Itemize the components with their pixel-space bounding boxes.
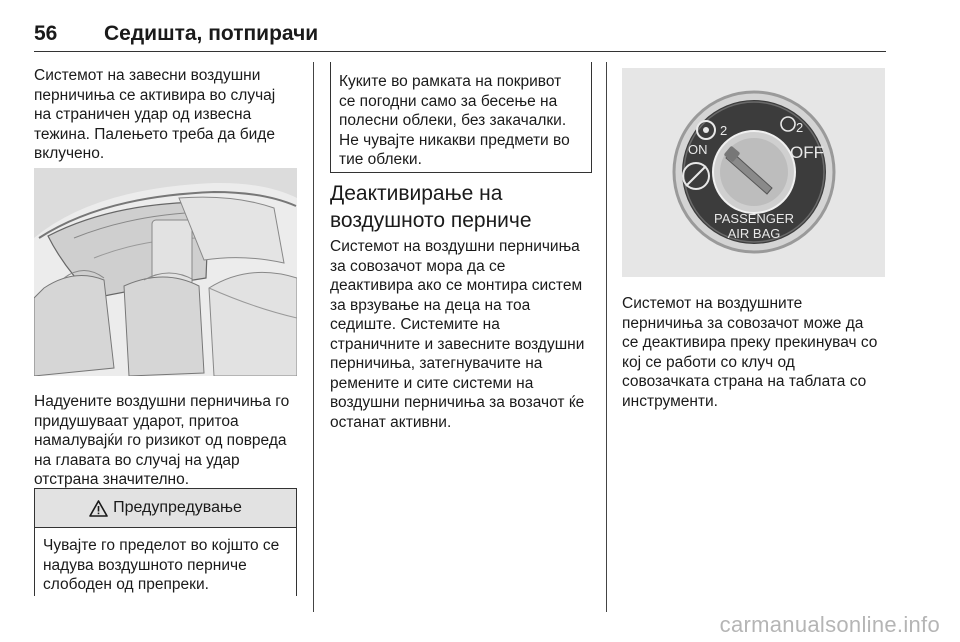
column-divider-1 — [313, 62, 314, 612]
switch-description-text: Системот на воздушните перничиња за совозачот може да се деактивира преку прекинувач со кој се работи со клуч од совозачката страна на таблата со инструменти. — [622, 295, 878, 410]
page-number: 56 — [34, 22, 58, 45]
curtain-airbag-illustration — [34, 168, 297, 376]
page-title: Седишта, потпирачи — [104, 22, 319, 45]
switch-number-left: 2 — [720, 123, 728, 138]
warning-text: Чувајте го пределот во којшто се надува воздушното перниче слободен од препреки. — [43, 537, 280, 593]
switch-off-label: OFF — [790, 143, 824, 162]
switch-on-label: ON — [688, 142, 708, 157]
airbag-switch-illustration — [622, 68, 885, 277]
switch-number-right: 2 — [796, 120, 804, 135]
deactivation-text: Системот на воздушни перничиња за совозачот мора да се деактивира ако се монтира систем за врзување на деца на тоа седиште. Системите на страничните и завесните воздушни перничиња, затегнувачите на ремените и сите системи на воздушни перничиња за возачот ќе останат активни. — [330, 238, 585, 431]
column-divider-2 — [606, 62, 607, 612]
warning-title: Предупредување — [113, 499, 242, 516]
header-rule — [34, 51, 886, 52]
airbag-effect-text: Надуените воздушни перничиња го придушуваат ударот, притоа намалувајќи го ризикот од повреда на главата во случај на удар отстрана значително. — [34, 393, 290, 488]
section-heading: Деактивирање на воздушното перниче — [330, 182, 532, 232]
switch-name-line1: PASSENGER — [714, 211, 794, 226]
page-header — [34, 22, 886, 50]
warning-icon — [89, 500, 108, 517]
warning-box — [34, 488, 297, 596]
watermark: carmanualsonline.info — [719, 612, 940, 637]
note-box: Куките во рамката на покривот се погодни само за бесење на полесни облеки, без закачалки. Не чувајте никакви предмети во тие облеки. — [330, 62, 592, 173]
switch-name-line2: AIR BAG — [727, 226, 781, 241]
warning-header — [35, 489, 296, 528]
car-interior-drawing — [34, 168, 297, 376]
curtain-airbag-text: Системот на завесни воздушни перничиња се активира во случај на страничен удар од извесна тежина. Палењето треба да биде вклучено. — [34, 67, 276, 162]
airbag-switch-drawing — [622, 68, 885, 277]
